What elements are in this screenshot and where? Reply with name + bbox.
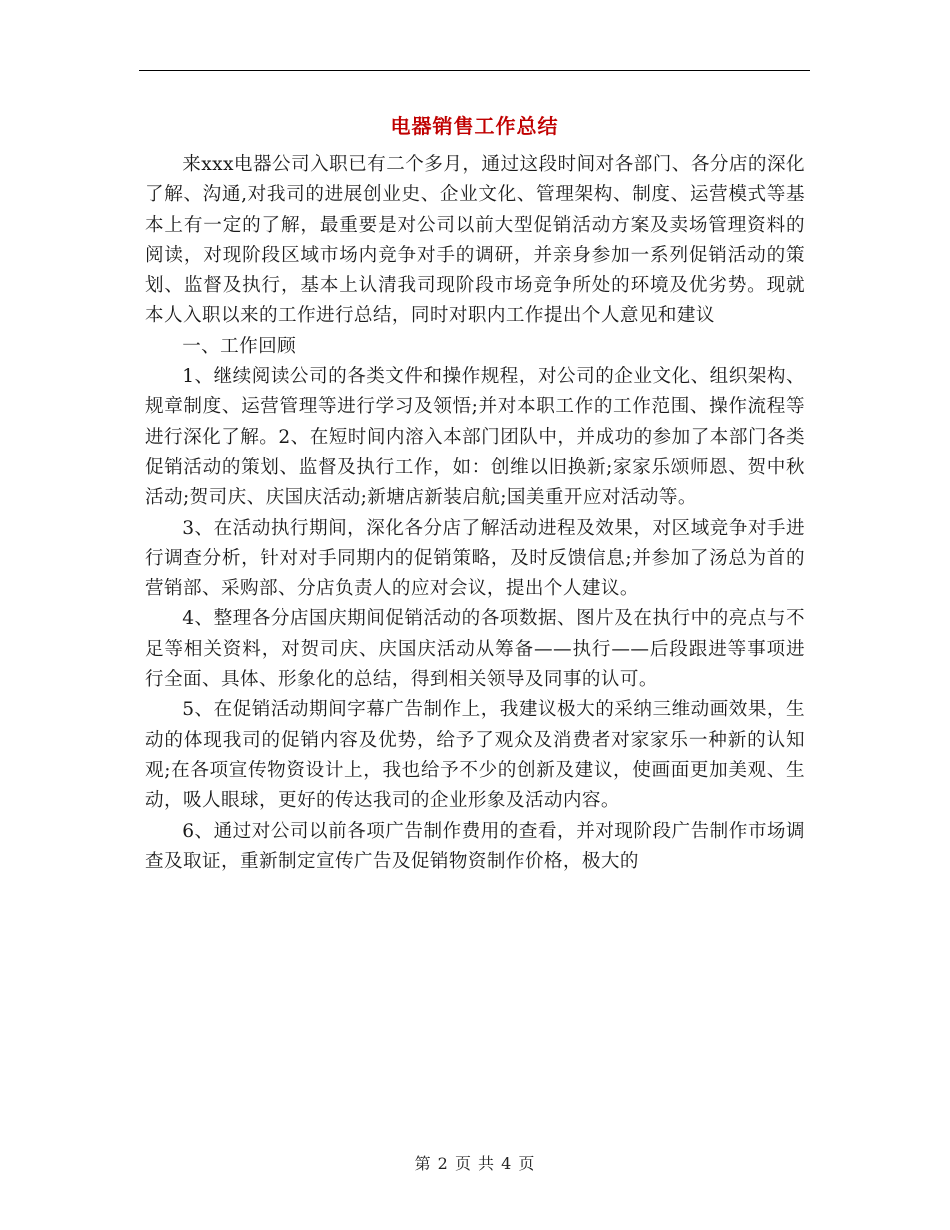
paragraph-item-3: 3、在活动执行期间，深化各分店了解活动进程及效果，对区域竞争对手进行调查分析，针对对手同期内的促销策略，及时反馈信息;并参加了汤总为首的营销部、采购部、分店负责人的应对会议，提出个人建议。 bbox=[145, 517, 805, 600]
document-body bbox=[145, 150, 805, 877]
paragraph-intro: 来xxx电器公司入职已有二个多月，通过这段时间对各部门、各分店的深化了解、沟通,对我司的进展创业史、企业文化、管理架构、制度、运营模式等基本上有一定的了解，最重要是对公司以前大型促销活动方案及卖场管理资料的阅读，对现阶段区域市场内竞争对手的调研，并亲身参加一系列促销活动的策划、监督及执行，基本上认清我司现阶段市场竞争所处的环境及优劣势。现就本人入职以来的工作进行总结，同时对职内工作提出个人意见和建议 bbox=[145, 154, 805, 327]
paragraph-item-6: 6、通过对公司以前各项广告制作费用的查看，并对现阶段广告制作市场调查及取证，重新制定宣传广告及促销物资制作价格，极大的 bbox=[145, 820, 805, 872]
section-heading-review: 一、工作回顾 bbox=[182, 335, 297, 357]
header-rule bbox=[139, 70, 810, 71]
paragraph-item-4: 4、整理各分店国庆期间促销活动的各项数据、图片及在执行中的亮点与不足等相关资料，对贺司庆、庆国庆活动从筹备——执行——后段跟进等事项进行全面、具体、形象化的总结，得到相关领导及同事的认可。 bbox=[145, 608, 805, 691]
page-number-footer: 第 2 页 共 4 页 bbox=[414, 1154, 536, 1173]
paragraph-item-5: 5、在促销活动期间字幕广告制作上，我建议极大的采纳三维动画效果，生动的体现我司的促销内容及优势，给予了观众及消费者对家家乐一种新的认知观;在各项宣传物资设计上，我也给予不少的创新及建议，使画面更加美观、生动，吸人眼球，更好的传达我司的企业形象及活动内容。 bbox=[145, 699, 805, 812]
paragraph-item-1-2: 1、继续阅读公司的各类文件和操作规程，对公司的企业文化、组织架构、规章制度、运营管理等进行学习及领悟;并对本职工作的工作范围、操作流程等进行深化了解。2、在短时间内溶入本部门团队中，并成功的参加了本部门各类促销活动的策划、监督及执行工作，如：创维以旧换新;家家乐颂师恩、贺中秋活动;贺司庆、庆国庆活动;新塘店新装启航;国美重开应对活动等。 bbox=[145, 366, 805, 509]
document-title: 电器销售工作总结 bbox=[390, 114, 559, 138]
